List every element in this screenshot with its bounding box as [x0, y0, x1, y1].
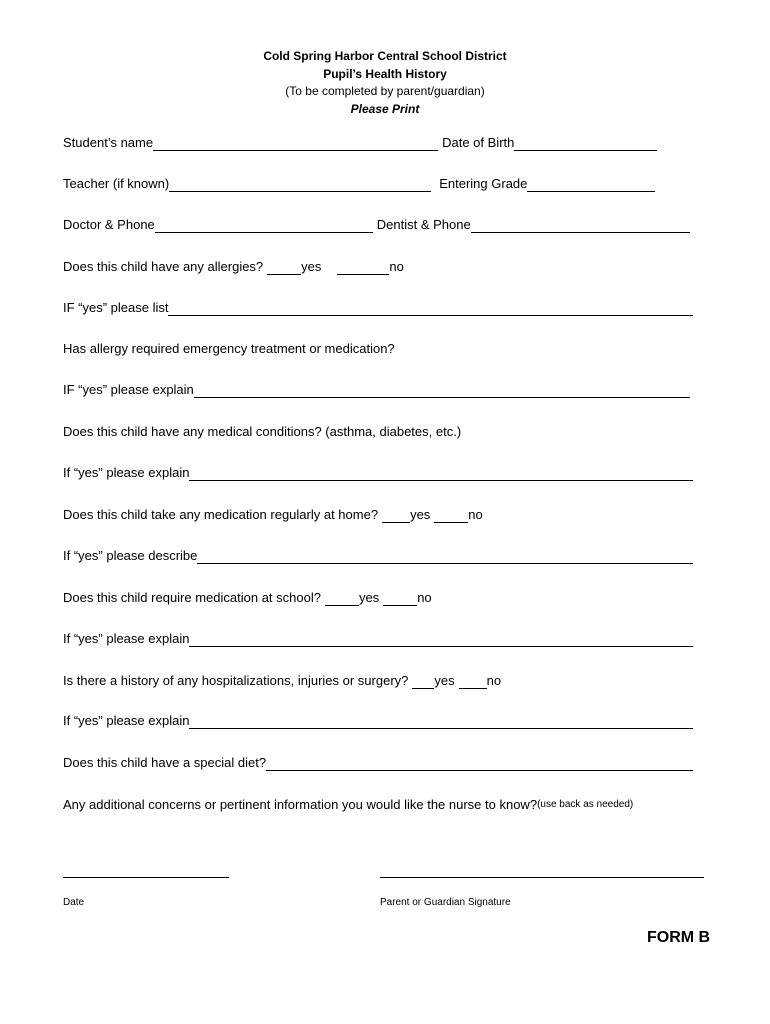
allergy-explain-label: IF “yes” please explain: [63, 382, 194, 397]
teacher-field[interactable]: [169, 179, 431, 192]
allergy-emergency-row: [63, 341, 395, 357]
conditions-explain-label: If “yes” please explain: [63, 465, 190, 480]
school-med-row: [63, 590, 432, 606]
date-label: Date: [63, 897, 85, 908]
dob-label: Date of Birth: [442, 135, 515, 150]
hospital-yes-label: yes: [434, 673, 455, 688]
grade-field[interactable]: [527, 179, 655, 192]
home-med-no-field[interactable]: [434, 510, 468, 523]
school-med-explain-field[interactable]: [189, 634, 693, 647]
concerns-note: (use back as needed): [537, 799, 634, 810]
allergies-yes-label: yes: [301, 259, 322, 274]
allergy-list-field[interactable]: [168, 303, 693, 316]
home-med-no-label: no: [468, 507, 483, 522]
conditions-explain-field[interactable]: [189, 468, 693, 481]
allergy-explain-row: [63, 382, 690, 398]
school-med-question: Does this child require medication at school?: [63, 590, 321, 605]
diet-field[interactable]: [266, 758, 693, 771]
form-header: [0, 48, 770, 118]
hospital-row: [63, 673, 501, 689]
student-name-row: [63, 135, 657, 151]
dentist-field[interactable]: [471, 220, 690, 233]
doctor-label: Doctor & Phone: [63, 217, 155, 232]
form-instruction: (To be completed by parent/guardian): [285, 84, 485, 98]
print-note: Please Print: [350, 101, 420, 116]
school-med-no-label: no: [417, 590, 432, 605]
student-name-label: Student’s name: [63, 135, 154, 150]
dob-field[interactable]: [514, 138, 657, 151]
home-med-describe-row: [63, 548, 693, 564]
allergies-no-field[interactable]: [337, 262, 389, 275]
grade-label: Entering Grade: [439, 176, 528, 191]
hospital-explain-field[interactable]: [189, 716, 693, 729]
allergy-emergency-question: Has allergy required emergency treatment or medication?: [63, 341, 395, 356]
diet-row: [63, 755, 693, 771]
hospital-question: Is there a history of any hospitalizations, injuries or surgery?: [63, 673, 409, 688]
doctor-row: [63, 217, 690, 233]
home-med-describe-label: If “yes” please describe: [63, 548, 198, 563]
conditions-row: [63, 424, 461, 440]
conditions-explain-row: [63, 465, 693, 481]
school-med-yes-field[interactable]: [325, 593, 359, 606]
conditions-question: Does this child have any medical conditions? (asthma, diabetes, etc.): [63, 424, 462, 439]
teacher-row: [63, 176, 655, 192]
allergy-explain-field[interactable]: [194, 385, 690, 398]
diet-question: Does this child have a special diet?: [63, 755, 267, 770]
school-med-no-field[interactable]: [383, 593, 417, 606]
concerns-question: Any additional concerns or pertinent information you would like the nurse to know?: [63, 797, 538, 812]
home-med-question: Does this child take any medication regularly at home?: [63, 507, 379, 522]
school-med-yes-label: yes: [358, 590, 380, 605]
dentist-label: Dentist & Phone: [376, 217, 471, 232]
student-name-field[interactable]: [153, 138, 438, 151]
hospital-yes-field[interactable]: [412, 676, 434, 689]
home-med-row: [63, 507, 483, 523]
district-name: Cold Spring Harbor Central School District: [263, 49, 507, 63]
concerns-row: [63, 797, 633, 813]
guardian-signature-label: Parent or Guardian Signature: [380, 897, 511, 908]
hospital-no-field[interactable]: [459, 676, 487, 689]
school-med-explain-row: [63, 631, 693, 647]
allergy-list-row: [63, 300, 693, 316]
form-label: FORM B: [647, 929, 711, 946]
hospital-no-label: no: [486, 673, 502, 688]
home-med-yes-label: yes: [410, 507, 431, 522]
guardian-signature-line[interactable]: [380, 877, 704, 878]
teacher-label: Teacher (if known): [63, 176, 170, 191]
date-line[interactable]: [63, 877, 229, 878]
form-title: Pupil’s Health History: [323, 66, 447, 81]
allergy-list-label: IF “yes” please list: [63, 300, 169, 315]
doctor-field[interactable]: [155, 220, 373, 233]
allergies-row: [63, 259, 404, 275]
home-med-yes-field[interactable]: [382, 510, 410, 523]
home-med-describe-field[interactable]: [197, 551, 693, 564]
hospital-explain-row: [63, 713, 693, 729]
allergies-no-label: no: [389, 259, 404, 274]
school-med-explain-label: If “yes” please explain: [63, 631, 190, 646]
allergies-question: Does this child have any allergies?: [63, 259, 264, 274]
allergies-yes-field[interactable]: [267, 262, 301, 275]
hospital-explain-label: If “yes” please explain: [63, 713, 190, 728]
